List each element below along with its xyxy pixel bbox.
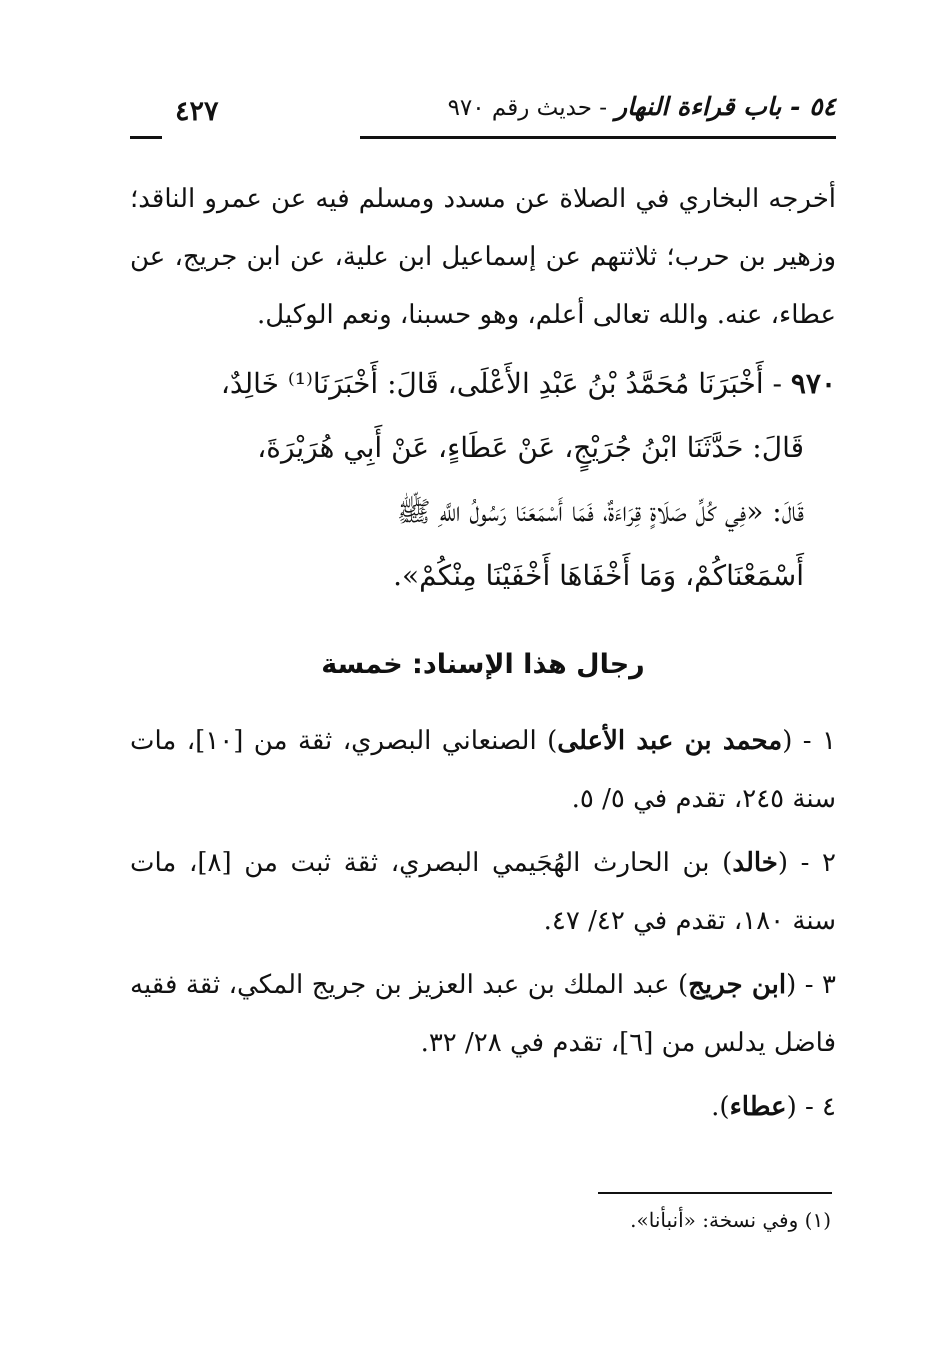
hadith-line-1: - أَخْبَرَنَا مُحَمَّدُ بْنُ عَبْدِ الأَعْلَى، قَالَ: أَخْبَرَنَا⁽¹⁾ خَالِدٌ،: [220, 367, 791, 400]
narrator-prefix: ٤ - (: [786, 1092, 836, 1122]
hadith-number: ٩٧٠: [790, 367, 836, 400]
narrator-name: عطاء: [729, 1092, 787, 1122]
narrator-entry: [130, 1078, 836, 1136]
header-rule: [360, 136, 836, 139]
chapter-title: ٥٤ - باب قراءة النهار: [614, 92, 836, 121]
hadith-text: [130, 352, 836, 608]
narrator-entry: [130, 712, 836, 828]
narrator-details: ) عبد الملك بن عبد العزيز بن جريج المكي، ثقة فقيه فاضل يدلس من [٦]، تقدم في ٢٨/ ٣٢.: [130, 970, 836, 1058]
narrator-prefix: ٣ - (: [786, 970, 836, 1000]
section-heading: رجال هذا الإسناد: خمسة: [321, 649, 645, 680]
narrator-prefix: ١ - (: [782, 726, 836, 756]
narrator-entry: [130, 834, 836, 950]
narrator-name: ابن جريج: [688, 970, 787, 1000]
running-header: [130, 92, 836, 140]
page-number: ٤٢٧: [175, 96, 219, 127]
main-text: [130, 170, 836, 1136]
footnote-rule: [598, 1192, 832, 1194]
narrator-details: ) بن الحارث الهُجَيمي البصري، ثقة ثبت من [٨]، مات سنة ١٨٠، تقدم في ٤٢/ ٤٧.: [130, 848, 836, 936]
narrator-prefix: ٢ - (: [777, 848, 837, 878]
header-rule-short: [130, 136, 162, 139]
narrator-name: خالد: [732, 848, 778, 878]
header-title: [448, 92, 836, 121]
hadith-reference: - حديث رقم ٩٧٠: [447, 95, 608, 121]
narrator-details: ) الصنعاني البصري، ثقة من [١٠]، مات سنة ٢٤٥، تقدم في ٥/ ٥.: [130, 726, 836, 814]
intro-paragraph: أخرجه البخاري في الصلاة عن مسدد ومسلم فيه عن عمرو الناقد؛ وزهير بن حرب؛ ثلاثتهم عن إسماعيل ابن علية، عن ابن جريج، عن عطاء، عنه. والله تعالى أعلم، وهو حسبنا، ونعم الوكيل.: [130, 184, 836, 330]
footnote: (١) وفي نسخة: «أنبأنا».: [630, 1208, 831, 1232]
narrator-details: ).: [711, 1092, 730, 1122]
narrator-name: محمد بن عبد الأعلى: [557, 726, 783, 756]
hadith-line-2: قَالَ: حَدَّثَنَا ابْنُ جُرَيْجٍ، عَنْ عَطَاءٍ، عَنْ أَبِي هُرَيْرَةَ،: [257, 431, 804, 464]
hadith-line-4: أَسْمَعْنَاكُمْ، وَمَا أَخْفَاهَا أَخْفَيْنَا مِنْكُمْ».: [393, 559, 804, 592]
hadith-line-3: قَالَ: «فِي كُلِّ صَلَاةٍ قِرَاءَةٌ، فَمَا أَسْمَعَنَا رَسُولُ اللَّهِ ﷺ: [396, 495, 804, 528]
narrator-entry: [130, 956, 836, 1072]
